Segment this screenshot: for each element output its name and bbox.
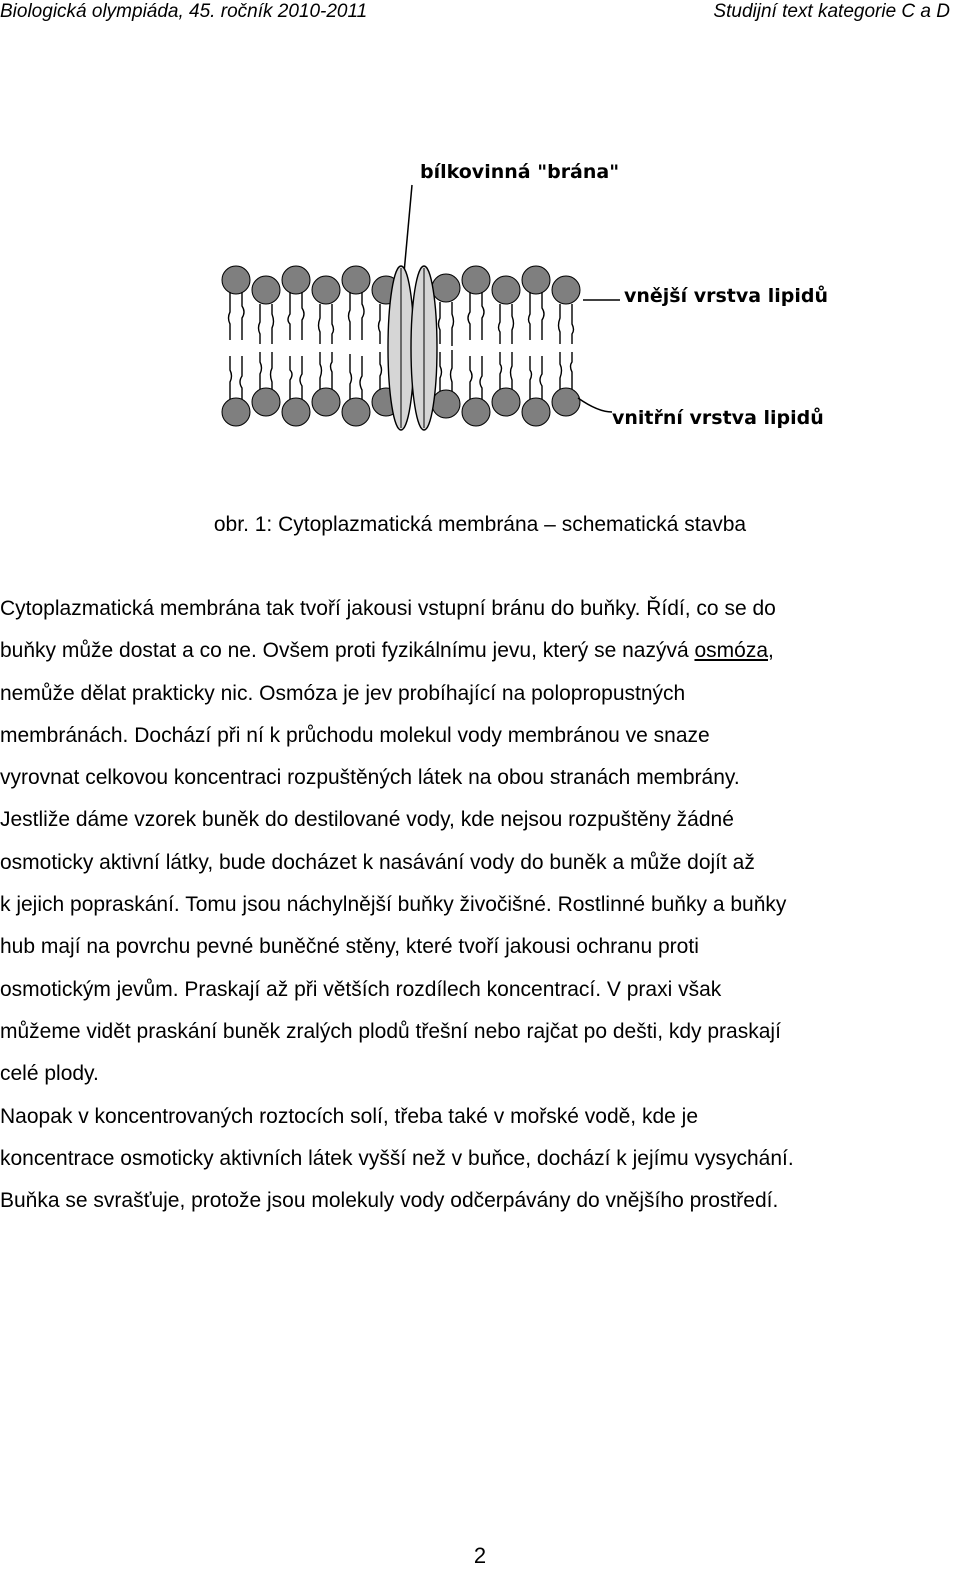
page-number: 2 bbox=[473, 1543, 487, 1568]
osmosis-link[interactable]: osmóza bbox=[694, 639, 768, 663]
paragraph-line bbox=[0, 630, 956, 672]
paragraph-line: celé plody. bbox=[0, 1062, 99, 1086]
paragraph-line: Cytoplazmatická membrána tak tvoří jakousi vstupní bránu do buňky. Řídí, co se do bbox=[0, 597, 776, 620]
paragraph-line: koncentrace osmoticky aktivních látek vyšší než v buňce, dochází k jejímu vysychání. bbox=[0, 1146, 794, 1170]
paragraph-line: hub mají na povrchu pevné buněčné stěny, které tvoří jakousi ochranu proti bbox=[0, 935, 699, 959]
paragraph-line: Jestliže dáme vzorek buněk do destilované vody, kde nejsou rozpuštěny žádné bbox=[0, 808, 734, 832]
paragraph-line: nemůže dělat prakticky nic. Osmóza je jev probíhající na polopropustných bbox=[0, 681, 686, 705]
paragraph-line: osmoticky aktivní látky, bude docházet k nasávání vody do buněk a může dojít až bbox=[0, 850, 755, 874]
membrane-diagram bbox=[0, 140, 960, 450]
paragraph-line: k jejich popraskání. Tomu jsou náchylnější buňky živočišné. Rostlinné buňky a buňky bbox=[0, 893, 787, 917]
text-run: buňky může dostat a co ne. Ovšem proti fyzikálnímu jevu, který se nazývá bbox=[0, 639, 695, 663]
paragraph-line: Naopak v koncentrovaných roztocích solí, třeba také v mořské vodě, kde je bbox=[0, 1104, 699, 1128]
protein-gate-label: bílkovinná "brána" bbox=[420, 161, 620, 183]
protein-channel bbox=[388, 266, 437, 430]
outer-layer-label: vnější vrstva lipidů bbox=[624, 285, 828, 307]
inner-layer-pointer bbox=[578, 398, 612, 412]
membrane-figure bbox=[0, 140, 960, 450]
paragraph-line: osmotickým jevům. Praskají až při větších rozdílech koncentrací. V praxi však bbox=[0, 977, 722, 1001]
body-text bbox=[0, 588, 956, 1222]
header-title: Biologická olympiáda, 45. ročník 2010-2011 bbox=[0, 1, 368, 22]
text-run: , bbox=[768, 639, 774, 663]
page-header bbox=[0, 0, 960, 30]
paragraph-line: můžeme vidět praskání buněk zralých plodů třešní nebo rajčat po dešti, kdy praskají bbox=[0, 1019, 781, 1043]
paragraph-line: membránách. Dochází při ní k průchodu molekul vody membránou ve snaze bbox=[0, 723, 710, 747]
paragraph-line: vyrovnat celkovou koncentraci rozpuštěných látek na obou stranách membrány. bbox=[0, 766, 740, 790]
paragraph-line: Buňka se svrašťuje, protože jsou molekuly vody odčerpávány do vnějšího prostředí. bbox=[0, 1189, 779, 1213]
header-category: Studijní text kategorie C a D bbox=[713, 1, 950, 22]
inner-layer-label: vnitřní vrstva lipidů bbox=[612, 407, 824, 429]
figure-caption: obr. 1: Cytoplazmatická membrána – schematická stavba bbox=[213, 513, 747, 536]
